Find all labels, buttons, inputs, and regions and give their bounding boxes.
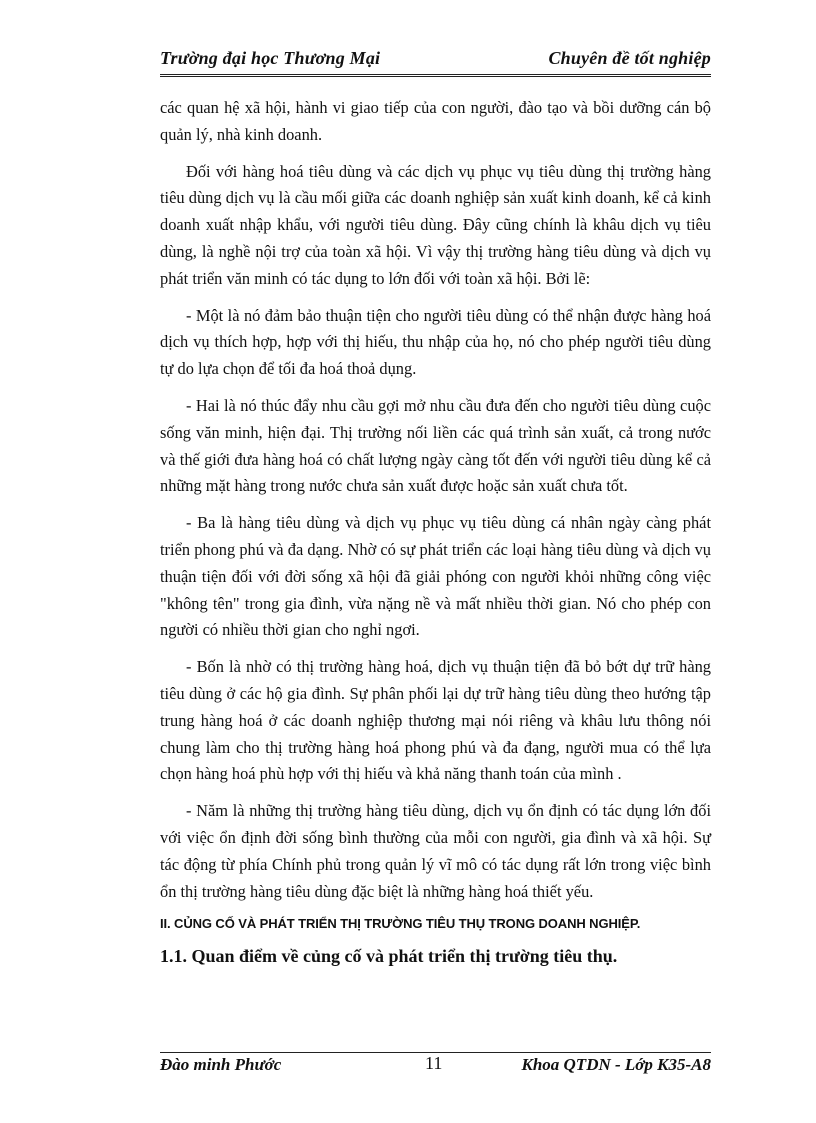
paragraph-point-four: - Bốn là nhờ có thị trường hàng hoá, dịch vụ thuận tiện đã bỏ bớt dự trữ hàng tiêu dùng ở các hộ gia đình. Sự phân phối lại dự trữ hàng tiêu dùng theo hướng tập trung hàng hoá ở các doanh nghiệp thương mại nói riêng và khâu lưu thông nói chung làm cho thị trường hàng hoá phong phú và đa đạng, người mua có thể lựa chọn hàng hoá phù hợp với thị hiếu và khả năng thanh toán của mình . bbox=[160, 657, 711, 784]
page-footer bbox=[160, 1053, 711, 1077]
section-heading: II. CỦNG CỐ VÀ PHÁT TRIỂN THỊ TRƯỜNG TIÊU THỤ TRONG DOANH NGHIỆP. bbox=[160, 916, 641, 932]
paragraph-point-two: - Hai là nó thúc đẩy nhu cầu gợi mở nhu cầu đưa đến cho người tiêu dùng cuộc sống văn minh, hiện đại. Thị trường nối liền các quá trình sản xuất, cả trong nước và thế giới đưa hàng hoá có chất lượng ngày càng tốt đến với người tiêu dùng kể cả những mặt hàng trong nước chưa sản xuất được hoặc sản xuất chưa tốt. bbox=[160, 395, 711, 496]
header-document-type: Chuyên đề tốt nghiệp bbox=[548, 48, 711, 68]
page-header bbox=[160, 44, 711, 77]
page-number: 11 bbox=[425, 1053, 443, 1073]
footer-department: Khoa QTDN - Lớp K35-A8 bbox=[521, 1055, 711, 1074]
subsection-heading: 1.1. Quan điểm về củng cố và phát triển thị trường tiêu thụ. bbox=[160, 946, 618, 967]
paragraph-point-one: - Một là nó đảm bảo thuận tiện cho người tiêu dùng có thể nhận được hàng hoá dịch vụ thích hợp, hợp với thị hiếu, thu nhập của họ, nó cho phép người tiêu dùng tự do lựa chọn để tối đa hoá thoả dụng. bbox=[160, 305, 711, 379]
paragraph-intro: Đối với hàng hoá tiêu dùng và các dịch vụ phục vụ tiêu dùng thị trường hàng tiêu dùng dịch vụ là cầu mối giữa các doanh nghiệp sản xuất kinh doanh, kể cả kinh doanh xuất nhập khẩu, với người tiêu dùng. Đây cũng chính là khâu dịch vụ tiêu dùng, là nghề nội trợ của toàn xã hội. Vì vậy thị trường hàng tiêu dùng và dịch vụ phát triển văn minh có tác dụng to lớn đối với toàn xã hội. Bởi lẽ: bbox=[160, 161, 711, 288]
footer-author: Đào minh Phước bbox=[160, 1055, 282, 1074]
header-university: Trường đại học Thương Mại bbox=[160, 48, 381, 68]
paragraph-continuation: các quan hệ xã hội, hành vi giao tiếp của con người, đào tạo và bồi dưỡng cán bộ quản lý, nhà kinh doanh. bbox=[160, 98, 711, 144]
paragraph-point-three: - Ba là hàng tiêu dùng và dịch vụ phục vụ tiêu dùng cá nhân ngày càng phát triển phong phú và đa dạng. Nhờ có sự phát triển các loại hàng tiêu dùng và dịch vụ thuận tiện đối với đời sống xã hội đã giải phóng con người khỏi những công việc "không tên" trong gia đình, vừa nặng nề và mất nhiều thời gian. Nó cho phép con người có nhiều thời gian cho nghỉ ngơi. bbox=[160, 513, 711, 640]
page-body bbox=[160, 95, 711, 979]
paragraph-point-five: - Năm là những thị trường hàng tiêu dùng, dịch vụ ổn định có tác dụng lớn đối với việc ổn định đời sống bình thường của mỗi con người, gia đình và xã hội. Sự tác động từ phía Chính phủ trong quản lý vĩ mô có tác dụng rất lớn trong việc bình ổn thị trường hàng tiêu dùng đặc biệt là những hàng hoá thiết yếu. bbox=[160, 801, 711, 901]
